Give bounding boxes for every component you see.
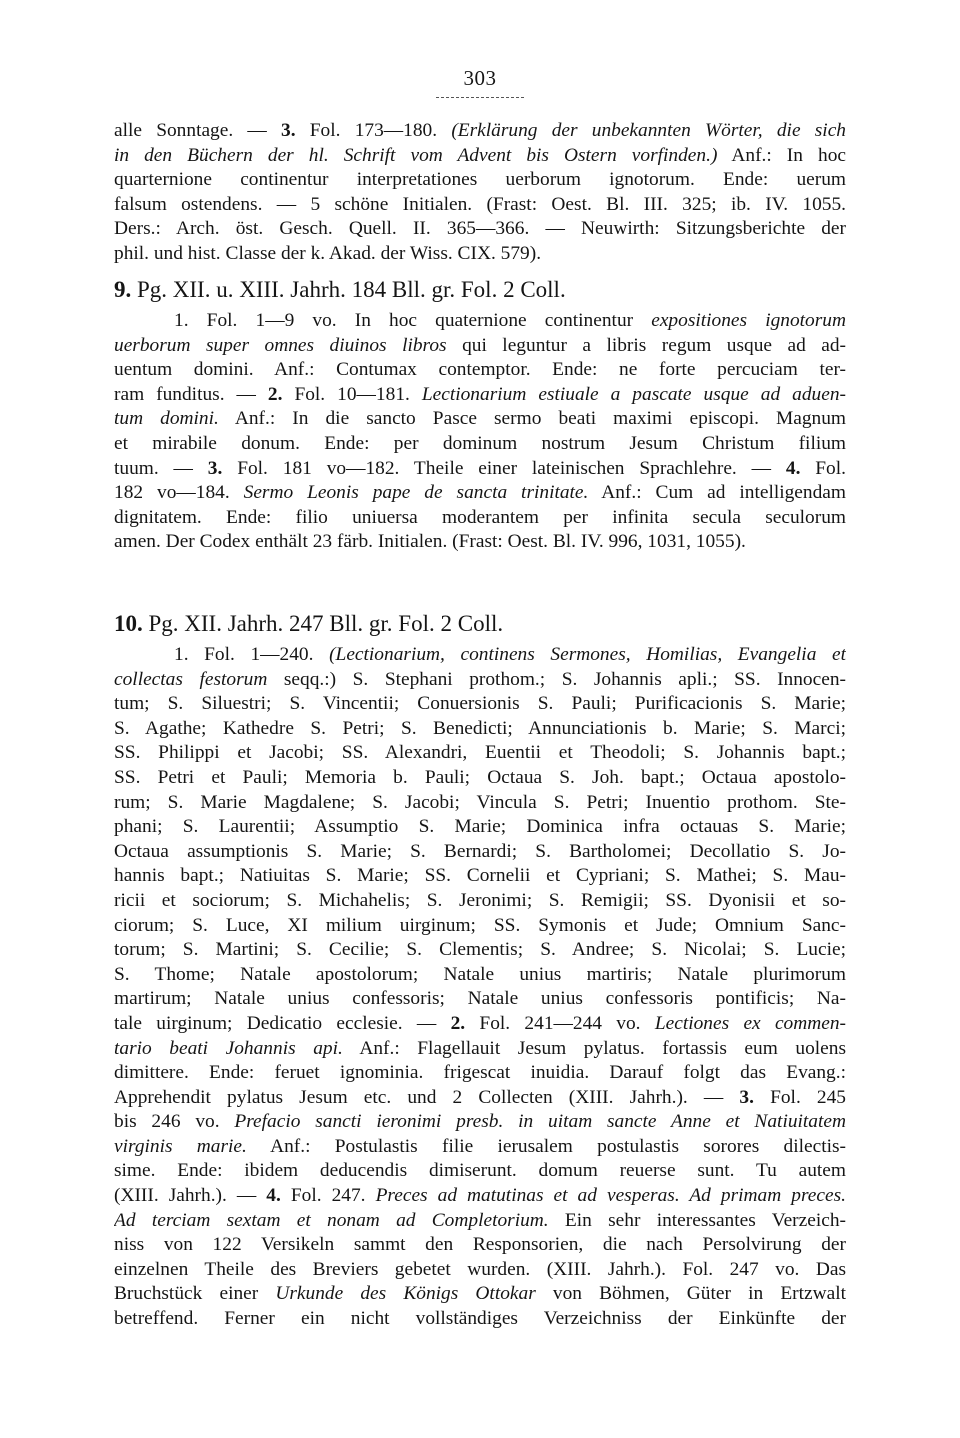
text-line bbox=[114, 864, 846, 889]
text-run: Anf.: In die sancto Pasce sermo beati maximi episcopi. Magnum bbox=[218, 408, 846, 430]
text-run: tuum. — bbox=[114, 457, 208, 479]
text-line bbox=[114, 1258, 846, 1283]
text-run: Anf.: Flagellauit Jesum pylatus. fortassis eum uolens bbox=[342, 1037, 846, 1059]
text-line bbox=[114, 668, 846, 693]
italic-title: uerborum super omnes diuinos libros bbox=[114, 334, 447, 356]
text-run: Fol. 173—180. bbox=[295, 120, 452, 141]
text-line bbox=[114, 506, 846, 531]
italic-title: Lectionarium estiuale a pascate usque ad aduen- bbox=[421, 383, 846, 405]
entry-10-number: 10. bbox=[114, 611, 143, 636]
italic-title: collectas festorum bbox=[114, 668, 268, 690]
text-run: 1. Fol. 1—9 vo. In hoc quaternione continentur bbox=[174, 310, 652, 331]
text-run: uentum domini. Anf.: Contumax contemptor. Ende: ne forte percuciam ter- bbox=[114, 359, 846, 381]
text-line bbox=[114, 741, 846, 766]
text-run: Apprehendit pylatus Jesum etc. und 2 Collecten (XIII. Jahrh.). — bbox=[114, 1086, 740, 1108]
item-number: 2. bbox=[450, 1012, 466, 1034]
text-run: Fol. 181 vo—182. Theile einer lateinischen Sprachlehre. — bbox=[222, 457, 786, 479]
text-line bbox=[114, 791, 846, 816]
text-run: 1. Fol. 1—240. bbox=[174, 644, 330, 665]
entry-10-heading bbox=[114, 609, 846, 639]
text-line bbox=[114, 1307, 846, 1332]
text-line bbox=[114, 643, 846, 668]
italic-title: expositiones ignotorum bbox=[651, 310, 846, 331]
entry-10-body bbox=[114, 643, 846, 1332]
item-number: 4. bbox=[266, 1185, 281, 1207]
text-run: ram funditus. — bbox=[114, 383, 268, 405]
text-run: niss von 122 Versikeln sammt den Responsorien, die nach Persolvirung der bbox=[114, 1234, 846, 1256]
text-run: SS. Philippi et Jacobi; SS. Alexandri, Euentii et Theodoli; S. Johannis bapt.; bbox=[114, 742, 846, 764]
text-run: S. Thome; Natale apostolorum; Natale unius martiris; Natale plurimorum bbox=[114, 963, 846, 985]
text-line bbox=[114, 432, 846, 457]
italic-title: Prefacio sancti ieronimi presb. in uitam sancte Anne et Natiuitatem bbox=[234, 1111, 846, 1133]
text-line bbox=[114, 309, 846, 334]
text-run: einzelnen Theile des Breviers gebetet wurden. (XIII. Jahrh.). Fol. 247 vo. Das bbox=[114, 1258, 846, 1280]
italic-title: in den Büchern der hl. Schrift vom Advent bis Ostern vorfinden.) bbox=[114, 144, 718, 166]
text-run: Fol. bbox=[800, 457, 846, 479]
entry-10 bbox=[114, 609, 846, 1332]
text-line bbox=[114, 358, 846, 383]
text-line bbox=[114, 766, 846, 791]
text-run: martirum; Natale unius confessoris; Natale unius confessoris pontificis; Na- bbox=[114, 988, 846, 1010]
text-line bbox=[114, 1086, 846, 1111]
text-run: dignitatem. Ende: filio uniuersa moderantem per infinita secula seculorum bbox=[114, 506, 846, 528]
text-run: betreffend. Ferner ein nicht vollständiges Verzeichniss der Einkünfte der bbox=[114, 1308, 846, 1330]
text-line bbox=[114, 144, 846, 169]
item-number: 3. bbox=[739, 1086, 754, 1108]
text-line bbox=[114, 1110, 846, 1135]
text-run: Anf.: Postulastis filie ierusalem postulastis sorores dilectis- bbox=[246, 1135, 846, 1157]
text-line bbox=[114, 1037, 846, 1062]
text-line bbox=[114, 717, 846, 742]
italic-title: (Erklärung der unbekannten Wörter, die sich bbox=[451, 120, 846, 141]
text-line bbox=[114, 1135, 846, 1160]
text-run: rum; S. Marie Magdalene; S. Jacobi; Vincula S. Petri; Inuentio prothom. Ste- bbox=[114, 791, 846, 813]
italic-title: tario beati Johannis api. bbox=[114, 1037, 343, 1059]
text-line bbox=[114, 914, 846, 939]
text-run: Octaua assumptionis S. Marie; S. Bernardi; S. Bartholomei; Decollatio S. Jo- bbox=[114, 840, 846, 862]
text-run: 182 vo—184. bbox=[114, 482, 244, 504]
text-line bbox=[114, 334, 846, 359]
text-line bbox=[114, 1282, 846, 1307]
text-run: Fol. 241—244 vo. bbox=[465, 1012, 655, 1034]
text-line bbox=[114, 383, 846, 408]
text-line bbox=[114, 963, 846, 988]
text-run: torum; S. Martini; S. Cecilie; S. Clementis; S. Andree; S. Nicolai; S. Lucie; bbox=[114, 939, 846, 961]
text-line bbox=[114, 889, 846, 914]
entry-9-heading bbox=[114, 275, 846, 305]
text-run: Bruchstück einer bbox=[114, 1283, 276, 1305]
page-number: 303 bbox=[463, 66, 497, 90]
continuation-block bbox=[114, 119, 846, 267]
text-line bbox=[114, 530, 846, 555]
text-line bbox=[114, 1209, 846, 1234]
text-run: amen. Der Codex enthält 23 färb. Initialen. (Frast: Oest. Bl. IV. 996, 1031, 1055). bbox=[114, 531, 746, 553]
italic-title: tum domini. bbox=[114, 408, 219, 430]
italic-title: Sermo Leonis pape de sancta trinitate. bbox=[243, 482, 589, 504]
text-line bbox=[114, 168, 846, 193]
text-run: SS. Petri et Pauli; Memoria b. Pauli; Octaua S. Joh. bapt.; Octaua apostolo- bbox=[114, 766, 846, 788]
text-line bbox=[114, 457, 846, 482]
italic-title: Preces ad matutinas et ad vesperas. Ad primam preces. bbox=[375, 1185, 846, 1207]
text-line bbox=[114, 119, 846, 144]
text-run: falsum ostendens. — 5 schöne Initialen. (Frast: Oest. Bl. III. 325; ib. IV. 1055. bbox=[114, 193, 846, 215]
text-run: phani; S. Laurentii; Assumptio S. Marie; Dominica infra octauas S. Marie; bbox=[114, 816, 846, 838]
text-line bbox=[114, 481, 846, 506]
text-run: quarternione continentur interpretationes uerborum ignotorum. Ende: uerum bbox=[114, 169, 846, 191]
text-run: dimittere. Ende: feruet ignominia. frigescat inuidia. Darauf folgt das Evang.: bbox=[114, 1062, 846, 1084]
text-run: Fol. 247. bbox=[280, 1185, 376, 1207]
item-number: 3. bbox=[281, 120, 296, 141]
entry-10-heading-text: Pg. XII. Jahrh. 247 Bll. gr. Fol. 2 Coll. bbox=[142, 611, 504, 636]
text-line bbox=[114, 840, 846, 865]
entry-9-number: 9. bbox=[114, 277, 132, 302]
page-number-rule bbox=[436, 97, 524, 98]
text-run: Ein sehr interessantes Verzeich- bbox=[548, 1209, 846, 1231]
italic-title: Lectiones ex commen- bbox=[654, 1012, 846, 1034]
text-run: bis 246 vo. bbox=[114, 1111, 235, 1133]
text-run: Anf.: Cum ad intelligendam bbox=[588, 482, 846, 504]
item-number: 2. bbox=[267, 383, 283, 405]
text-run: ciorum; S. Luce, XI milium uirginum; SS. Symonis et Jude; Omnium Sanc- bbox=[114, 914, 846, 936]
italic-title: Ad terciam sextam et nonam ad Completorium. bbox=[114, 1209, 549, 1231]
text-line bbox=[114, 217, 846, 242]
text-run: (XIII. Jahrh.). — bbox=[114, 1185, 267, 1207]
entry-9 bbox=[114, 275, 846, 555]
text-line bbox=[114, 987, 846, 1012]
italic-title: (Lectionarium, continens Sermones, Homilias, Evangelia et bbox=[329, 644, 846, 665]
text-run: S. Agathe; Kathedre S. Petri; S. Benedicti; Annunciationis b. Marie; S. Marci; bbox=[114, 717, 846, 739]
text-run: von Böhmen, Güter in Ertzwalt bbox=[535, 1283, 846, 1305]
text-line bbox=[114, 1061, 846, 1086]
text-line bbox=[114, 938, 846, 963]
text-run: Fol. 245 bbox=[753, 1086, 846, 1108]
item-number: 3. bbox=[207, 457, 223, 479]
entry-9-body bbox=[114, 309, 846, 555]
text-line bbox=[114, 1159, 846, 1184]
text-line bbox=[114, 193, 846, 218]
text-run: Fol. 10—181. bbox=[282, 383, 422, 405]
text-run: qui leguntur a libris regum usque ad ad- bbox=[446, 334, 846, 356]
text-line bbox=[114, 242, 846, 267]
text-run: alle Sonntage. — bbox=[114, 120, 282, 141]
text-run: hannis bapt.; Natiuitas S. Marie; SS. Cornelii et Cypriani; S. Mathei; S. Mau- bbox=[114, 865, 846, 887]
text-line bbox=[114, 1184, 846, 1209]
text-run: sime. Ende: ibidem deducendis dimiserunt. domum reuerse sunt. Tu autem bbox=[114, 1160, 846, 1182]
text-line bbox=[114, 1233, 846, 1258]
italic-title: Urkunde des Königs Ottokar bbox=[275, 1283, 536, 1305]
text-line bbox=[114, 1012, 846, 1037]
text-run: Anf.: In hoc bbox=[717, 144, 846, 166]
text-run: tum; S. Siluestri; S. Vincentii; Conuersionis S. Pauli; Purificacionis S. Marie; bbox=[114, 693, 846, 715]
text-run: phil. und hist. Classe der k. Akad. der Wiss. CIX. 579). bbox=[114, 242, 542, 264]
text-run: seqq.:) S. Stephani prothom.; S. Johannis apli.; SS. Innocen- bbox=[267, 668, 846, 690]
entry-9-heading-text: Pg. XII. u. XIII. Jahrh. 184 Bll. gr. Fol. 2 Coll. bbox=[131, 277, 566, 302]
text-line bbox=[114, 407, 846, 432]
item-number: 4. bbox=[785, 457, 801, 479]
text-run: Ders.: Arch. öst. Gesch. Quell. II. 365—366. — Neuwirth: Sitzungsberichte der bbox=[114, 218, 846, 240]
text-run: tale uirginum; Dedicatio ecclesie. — bbox=[114, 1012, 451, 1034]
italic-title: virginis marie. bbox=[114, 1135, 247, 1157]
text-line bbox=[114, 692, 846, 717]
text-run: et mirabile donum. Ende: per dominum nostrum Jesum Christum filium bbox=[114, 432, 846, 454]
text-line bbox=[114, 815, 846, 840]
text-run: ricii et sociorum; S. Michahelis; S. Jeronimi; S. Remigii; SS. Dyonisii et so- bbox=[114, 889, 846, 911]
